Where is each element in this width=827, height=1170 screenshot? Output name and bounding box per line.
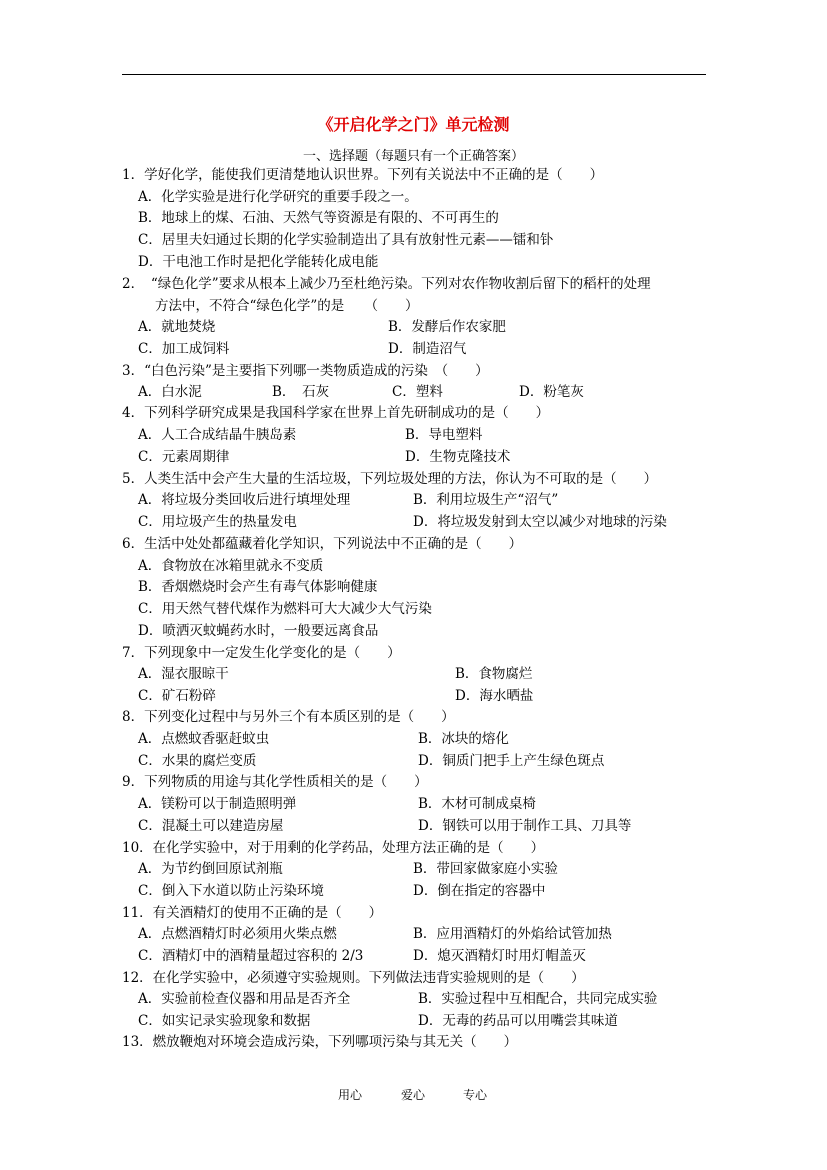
question-6-option-c: C．用天然气替代煤作为燃料可大大减少大气污染: [138, 601, 432, 617]
question-8-option-d: D．铜质门把手上产生绿色斑点: [418, 753, 605, 769]
question-12-stem: 12．在化学实验中，必须遵守实验规则。下列做法违背实验规则的是（ ）: [122, 970, 585, 986]
question-8-option-c: C．水果的腐烂变质: [138, 753, 257, 769]
question-2-stem-continued: 方法中，不符合“绿色化学”的是 （ ）: [155, 298, 419, 314]
question-5-option-d: D．将垃圾发射到太空以减少对地球的污染: [413, 514, 667, 530]
question-9-option-a: A．镁粉可以于制造照明弹: [138, 796, 297, 812]
page-title: 《开启化学之门》单元检测: [317, 115, 510, 134]
question-4-option-d: D．生物克隆技术: [405, 449, 511, 465]
question-4-option-c: C．元素周期律: [138, 449, 230, 465]
question-1-option-c: C．居里夫妇通过长期的化学实验制造出了具有放射性元素——镭和钋: [138, 232, 554, 248]
question-2-stem: 2． “绿色化学”要求从根本上减少乃至杜绝污染。下列对农作物收割后留下的稻杆的处理: [122, 276, 651, 292]
question-2-option-c: C．加工成饲料: [138, 341, 230, 357]
question-3-stem: 3．“白色污染”是主要指下列哪一类物质造成的污染 （ ）: [122, 363, 489, 379]
question-6-option-b: B．香烟燃烧时会产生有毒气体影响健康: [138, 579, 378, 595]
question-6-option-a: A．食物放在冰箱里就永不变质: [138, 558, 324, 574]
question-8-option-b: B．冰块的熔化: [418, 731, 509, 747]
section-heading: 一、选择题（每题只有一个正确答案）: [302, 149, 524, 164]
question-12-option-b: B．实验过程中互相配合，共同完成实验: [418, 991, 658, 1007]
question-4-stem: 4．下列科学研究成果是我国科学家在世界上首先研制成功的是（ ）: [122, 405, 550, 421]
question-7-option-b: B．食物腐烂: [455, 666, 533, 682]
question-1-option-b: B．地球上的煤、石油、天然气等资源是有限的、不可再生的: [138, 210, 499, 226]
question-3-option-a: A．白水泥: [138, 384, 202, 400]
question-7-option-a: A．湿衣服晾干: [138, 666, 229, 682]
header-rule: [122, 74, 706, 75]
question-9-stem: 9．下列物质的用途与其化学性质相关的是（ ）: [122, 774, 428, 790]
question-11-option-d: D．熄灭酒精灯时用灯帽盖灭: [413, 948, 586, 964]
question-7-stem: 7．下列现象中一定发生化学变化的是（ ）: [122, 645, 401, 661]
question-11-option-c: C．酒精灯中的酒精量超过容积的 2/3: [138, 948, 364, 964]
question-1-option-d: D．干电池工作时是把化学能转化成电能: [138, 254, 379, 270]
footer-text-1: 用心: [338, 1088, 363, 1102]
question-11-stem: 11．有关酒精灯的使用不正确的是（ ）: [122, 905, 383, 921]
question-2-option-b: B．发酵后作农家肥: [388, 319, 506, 335]
question-4-option-b: B．导电塑料: [405, 427, 483, 443]
question-9-option-c: C．混凝土可以建造房屋: [138, 818, 284, 834]
question-2-option-a: A．就地焚烧: [138, 319, 216, 335]
question-10-option-d: D．倒在指定的容器中: [413, 883, 546, 899]
question-12-option-c: C．如实记录实验现象和数据: [138, 1013, 311, 1029]
question-12-option-a: A．实验前检查仪器和用品是否齐全: [138, 991, 351, 1007]
question-11-option-b: B．应用酒精灯的外焰给试管加热: [413, 926, 612, 942]
question-3-option-b: B． 石灰: [272, 384, 330, 400]
question-5-option-b: B．利用垃圾生产“沼气”: [413, 492, 559, 508]
question-2-option-d: D．制造沼气: [388, 341, 467, 357]
footer-text-3: 专心: [463, 1088, 488, 1102]
question-4-option-a: A．人工合成结晶牛胰岛素: [138, 427, 297, 443]
question-10-stem: 10．在化学实验中，对于用剩的化学药品，处理方法正确的是（ ）: [122, 840, 545, 856]
question-9-option-d: D．钢铁可以用于制作工具、刀具等: [418, 818, 632, 834]
question-7-option-d: D．海水晒盐: [455, 688, 534, 704]
question-8-option-a: A．点燃蚊香驱赶蚊虫: [138, 731, 270, 747]
footer-text-2: 爱心: [401, 1088, 426, 1102]
question-7-option-c: C．矿石粉碎: [138, 688, 216, 704]
question-6-option-d: D．喷洒灭蚊蝇药水时，一般要远离食品: [138, 623, 379, 639]
question-5-option-c: C．用垃圾产生的热量发电: [138, 514, 297, 530]
question-3-option-d: D．粉笔灰: [519, 384, 584, 400]
question-5-stem: 5．人类生活中会产生大量的生活垃圾，下列垃圾处理的方法，你认为不可取的是（ ）: [122, 471, 658, 487]
question-9-option-b: B．木材可制成桌椅: [418, 796, 536, 812]
question-12-option-d: D．无毒的药品可以用嘴尝其味道: [418, 1013, 618, 1029]
question-3-option-c: C．塑料: [392, 384, 443, 400]
question-1-stem: 1．学好化学，能使我们更清楚地认识世界。下列有关说法中不正确的是（ ）: [122, 167, 604, 183]
question-13-stem: 13．燃放鞭炮对环境会造成污染，下列哪项污染与其无关（ ）: [122, 1034, 518, 1050]
question-10-option-a: A．为节约倒回原试剂瓶: [138, 861, 283, 877]
question-10-option-b: B．带回家做家庭小实验: [413, 861, 558, 877]
question-8-stem: 8．下列变化过程中与另外三个有本质区别的是（ ）: [122, 709, 455, 725]
question-11-option-a: A．点燃酒精灯时必须用火柴点燃: [138, 926, 337, 942]
question-10-option-c: C．倒入下水道以防止污染环境: [138, 883, 324, 899]
question-1-option-a: A．化学实验是进行化学研究的重要手段之一。: [138, 189, 418, 205]
question-5-option-a: A．将垃圾分类回收后进行填埋处理: [138, 492, 351, 508]
question-6-stem: 6．生活中处处都蕴藏着化学知识，下列说法中不正确的是（ ）: [122, 536, 523, 552]
